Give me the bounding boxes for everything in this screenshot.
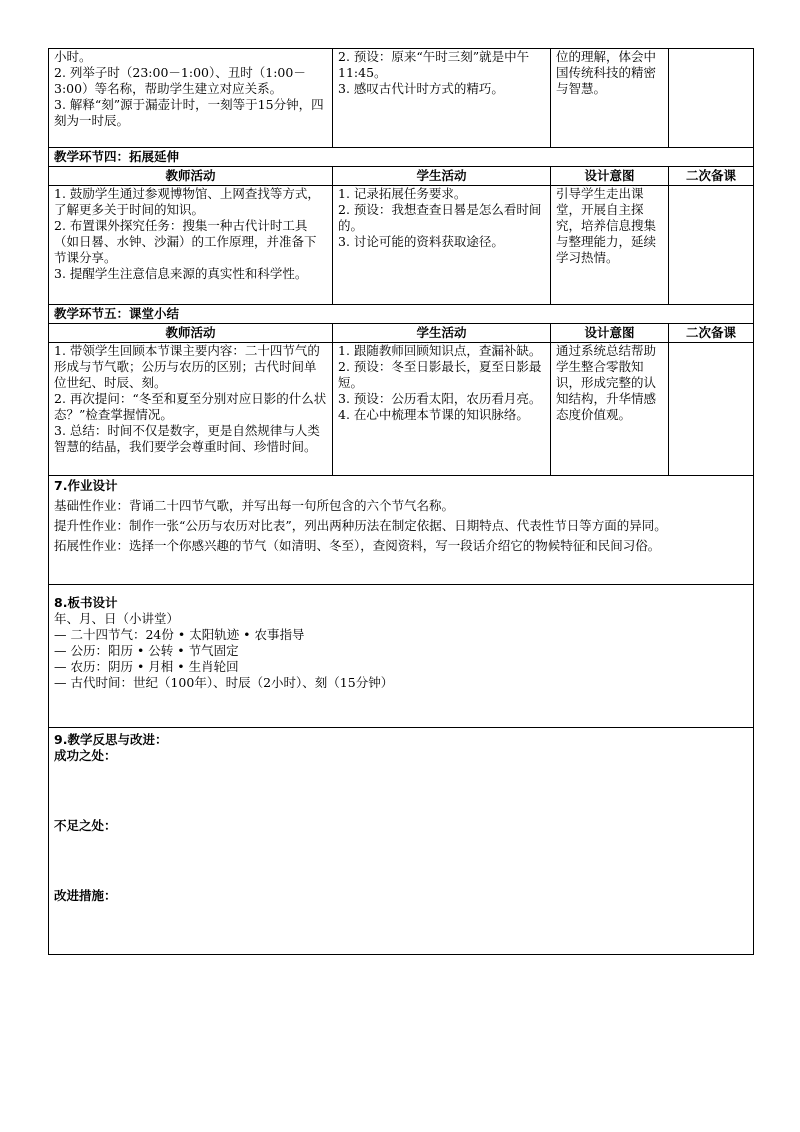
second-prep-cell bbox=[669, 186, 754, 305]
text-line: 1. 鼓励学生通过参观博物馆、上网查找等方式，了解更多关于时间的知识。 bbox=[54, 186, 320, 217]
header-design: 设计意图 bbox=[551, 324, 669, 343]
section4-title: 教学环节四：拓展延伸 bbox=[49, 148, 754, 167]
board-title: 8.板书设计 bbox=[54, 595, 118, 610]
text-line: 2. 布置课外探究任务：搜集一种古代计时工具（如日晷、水钟、沙漏）的工作原理，并准备下节课分享。 bbox=[54, 218, 317, 265]
text-line: 通过系统总结帮助学生整合零散知识，形成完整的认知结构，升华情感态度价值观。 bbox=[556, 343, 657, 422]
second-prep-cell bbox=[669, 343, 754, 476]
design-intent-cell bbox=[551, 343, 669, 476]
continued-row bbox=[49, 49, 754, 148]
student-activity-cell bbox=[333, 343, 551, 476]
header-student: 学生活动 bbox=[333, 167, 551, 186]
header-second: 二次备课 bbox=[669, 324, 754, 343]
homework-basic: 基础性作业：背诵二十四节气歌，并写出每一句所包含的六个节气名称。 bbox=[54, 498, 455, 513]
text-line: 小时。 bbox=[54, 49, 92, 64]
teacher-activity-cell bbox=[49, 186, 333, 305]
board-line: — 二十四节气：24份 • 太阳轨迹 • 农事指导 bbox=[54, 627, 305, 642]
section4-header-row bbox=[49, 167, 754, 186]
header-design: 设计意图 bbox=[551, 167, 669, 186]
student-activity-cell bbox=[333, 49, 551, 148]
reflection-row bbox=[49, 728, 754, 955]
text-line: 1. 带领学生回顾本节课主要内容：二十四节气的形成与节气歌；公历与农历的区别；古代时间单位世纪、时辰、刻。 bbox=[54, 343, 320, 390]
text-line: 2. 列举子时（23:00－1:00）、丑时（1:00－3:00）等名称，帮助学生建立对应关系。 bbox=[54, 65, 306, 96]
text-line: 1. 跟随教师回顾知识点，查漏补缺。 bbox=[338, 343, 542, 358]
text-line: 2. 预设：原来“午时三刻”就是中午11:45。 bbox=[338, 49, 530, 80]
homework-advanced: 提升性作业：制作一张“公历与农历对比表”，列出两种历法在制定依据、日期特点、代表性节日等方面的异同。 bbox=[54, 518, 667, 533]
text-line: 2. 再次提问：“冬至和夏至分别对应日影的什么状态？”检查掌握情况。 bbox=[54, 391, 327, 422]
student-activity-cell bbox=[333, 186, 551, 305]
success-label: 成功之处： bbox=[54, 748, 117, 763]
board-line: — 农历：阴历 • 月相 • 生肖轮回 bbox=[54, 659, 239, 674]
board-line: 年、月、日（小讲堂） bbox=[54, 611, 180, 626]
section4-row bbox=[49, 186, 754, 305]
reflection-block bbox=[49, 728, 754, 955]
text-line: 3. 感叹古代计时方式的精巧。 bbox=[338, 81, 504, 96]
text-line: 3. 讨论可能的资料获取途径。 bbox=[338, 234, 504, 249]
text-line: 2. 预设：冬至日影最长，夏至日影最短。 bbox=[338, 359, 542, 390]
header-teacher: 教师活动 bbox=[49, 324, 333, 343]
text-line: 引导学生走出课堂，开展自主探究，培养信息搜集与整理能力，延续学习热情。 bbox=[556, 186, 657, 265]
improve-label: 改进措施： bbox=[54, 888, 117, 903]
text-line: 3. 提醒学生注意信息来源的真实性和科学性。 bbox=[54, 266, 308, 281]
lesson-plan-table bbox=[48, 48, 754, 955]
section5-row bbox=[49, 343, 754, 476]
teacher-activity-cell bbox=[49, 343, 333, 476]
homework-row bbox=[49, 476, 754, 585]
reflection-title: 9.教学反思与改进： bbox=[54, 732, 168, 747]
text-line: 2. 预设：我想查查日晷是怎么看时间的。 bbox=[338, 202, 542, 233]
board-row bbox=[49, 585, 754, 728]
section5-title: 教学环节五：课堂小结 bbox=[49, 305, 754, 324]
text-line: 4. 在心中梳理本节课的知识脉络。 bbox=[338, 407, 529, 422]
text-line: 位的理解，体会中国传统科技的精密与智慧。 bbox=[556, 49, 657, 96]
header-student: 学生活动 bbox=[333, 324, 551, 343]
design-intent-cell bbox=[551, 186, 669, 305]
homework-extended: 拓展性作业：选择一个你感兴趣的节气（如清明、冬至），查阅资料，写一段话介绍它的物候特征和民间习俗。 bbox=[54, 538, 661, 553]
homework-block bbox=[49, 476, 754, 585]
design-intent-cell bbox=[551, 49, 669, 148]
section5-header-row bbox=[49, 324, 754, 343]
header-second: 二次备课 bbox=[669, 167, 754, 186]
shortcoming-label: 不足之处： bbox=[54, 818, 117, 833]
header-teacher: 教师活动 bbox=[49, 167, 333, 186]
text-line: 1. 记录拓展任务要求。 bbox=[338, 186, 467, 201]
board-design-block bbox=[49, 585, 754, 728]
text-line: 3. 总结：时间不仅是数字，更是自然规律与人类智慧的结晶，我们要学会尊重时间、珍惜时间。 bbox=[54, 423, 320, 454]
text-line: 3. 解释“刻”源于漏壶计时，一刻等于15分钟，四刻为一时辰。 bbox=[54, 97, 324, 128]
board-line: — 古代时间：世纪（100年）、时辰（2小时）、刻（15分钟） bbox=[54, 675, 394, 690]
board-line: — 公历：阳历 • 公转 • 节气固定 bbox=[54, 643, 239, 658]
lesson-plan-page bbox=[48, 48, 753, 955]
teacher-activity-cell bbox=[49, 49, 333, 148]
text-line: 3. 预设：公历看太阳，农历看月亮。 bbox=[338, 391, 542, 406]
homework-title: 7.作业设计 bbox=[54, 478, 118, 493]
second-prep-cell bbox=[669, 49, 754, 148]
